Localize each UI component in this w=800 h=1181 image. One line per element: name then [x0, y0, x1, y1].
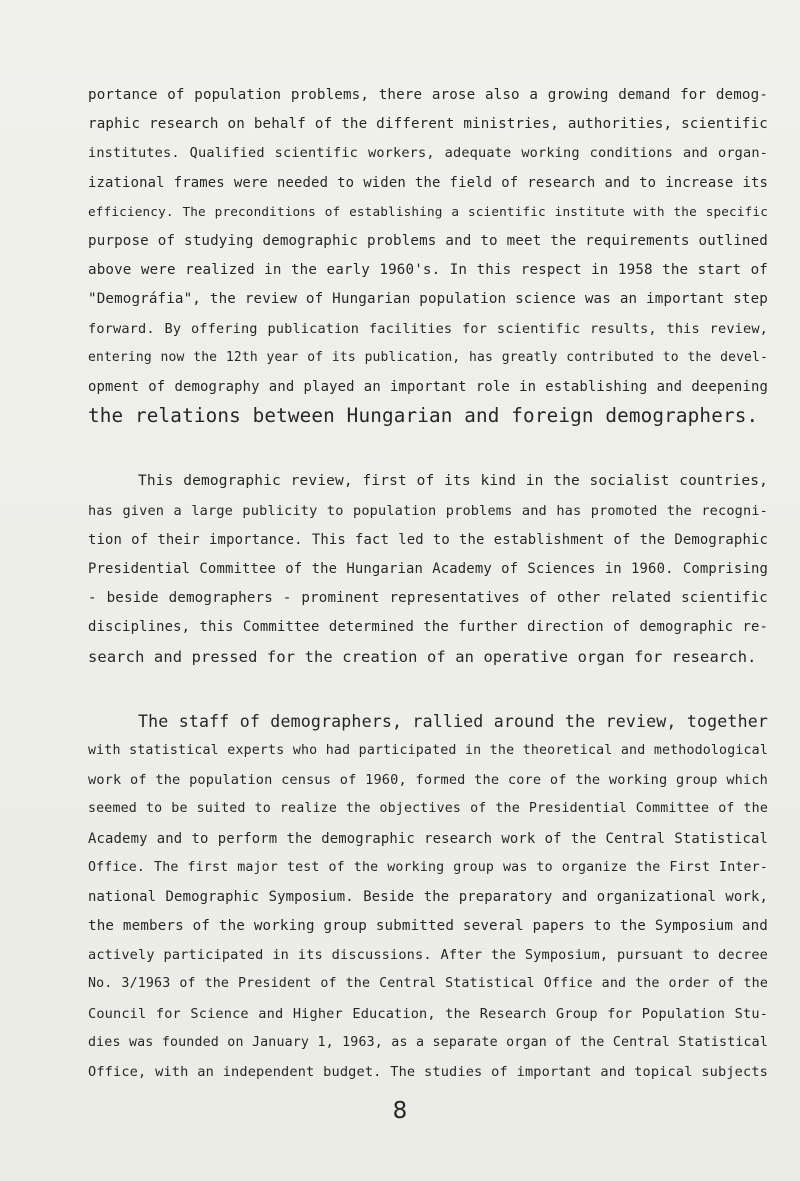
- paragraph-1-line-7: above were realized in the early 1960's. In this respect in 1958 the start of: [88, 262, 768, 279]
- paragraph-1-line-2: raphic research on behalf of the different ministries, authorities, scientific: [88, 116, 768, 133]
- paragraph-3-line-4: seemed to be suited to realize the objectives of the Presidential Committee of the: [88, 801, 768, 817]
- paragraph-2-line-3: tion of their importance. This fact led to the establishment of the Demographic: [88, 531, 768, 548]
- paragraph-1-line-3: institutes. Qualified scientific workers, adequate working conditions and organ-: [88, 145, 768, 162]
- paragraph-3-line-9: actively participated in its discussions. After the Symposium, pursuant to decree: [88, 947, 768, 964]
- page-number: 8: [392, 1098, 408, 1124]
- paragraph-3-line-10: No. 3/1963 of the President of the Central Statistical Office and the order of the: [88, 976, 768, 992]
- paragraph-3-line-13: Office, with an independent budget. The studies of important and topical subjects: [88, 1064, 768, 1080]
- paragraph-2-line-5: - beside demographers - prominent representatives of other related scientific: [88, 590, 768, 607]
- paragraph-2-line-7: search and pressed for the creation of an operative organ for research.: [88, 647, 757, 666]
- paragraph-2-line-2: has given a large publicity to population problems and has promoted the recogni-: [88, 502, 768, 519]
- paragraph-1-line-6: purpose of studying demographic problems and to meet the requirements outlined: [88, 233, 768, 249]
- paragraph-3-line-11: Council for Science and Higher Education, the Research Group for Population Stu-: [88, 1005, 768, 1022]
- paragraph-1-line-5: efficiency. The preconditions of establishing a scientific institute with the specific: [88, 203, 768, 219]
- paragraph-2-line-6: disciplines, this Committee determined the further direction of demographic re-: [88, 619, 768, 636]
- paragraph-3-line-12: dies was founded on January 1, 1963, as a separate organ of the Central Statistical: [88, 1034, 768, 1050]
- paragraph-1-line-9: forward. By offering publication facilities for scientific results, this review,: [88, 320, 768, 337]
- paragraph-1-line-8: "Demográfia", the review of Hungarian population science was an important step: [88, 291, 768, 308]
- paragraph-3-line-8: the members of the working group submitted several papers to the Symposium and: [88, 918, 768, 934]
- paragraph-3-line-3: work of the population census of 1960, formed the core of the working group which: [88, 772, 768, 789]
- paragraph-3-line-2: with statistical experts who had participated in the theoretical and methodological: [88, 742, 768, 758]
- paragraph-1-line-11: opment of demography and played an important role in establishing and deepening: [88, 378, 768, 395]
- paragraph-1-line-12: the relations between Hungarian and foreign demographers.: [88, 404, 759, 428]
- paragraph-2-line-1: This demographic review, first of its kind in the socialist countries,: [138, 473, 768, 490]
- paragraph-1-line-10: entering now the 12th year of its publication, has greatly contributed to the devel-: [88, 349, 768, 365]
- paragraph-3-line-7: national Demographic Symposium. Beside the preparatory and organizational work,: [88, 888, 768, 905]
- paragraph-1-line-4: izational frames were needed to widen the field of research and to increase its: [88, 174, 768, 191]
- paragraph-3-line-6: Office. The first major test of the working group was to organize the First Inter-: [88, 859, 768, 875]
- paragraph-1-line-1: portance of population problems, there arose also a growing demand for demog-: [88, 87, 768, 103]
- paragraph-3-line-5: Academy and to perform the demographic research work of the Central Statistical: [88, 830, 768, 847]
- paragraph-3-line-1: The staff of demographers, rallied around the review, together: [138, 711, 768, 731]
- paragraph-2-line-4: Presidential Committee of the Hungarian Academy of Sciences in 1960. Comprising: [88, 560, 768, 577]
